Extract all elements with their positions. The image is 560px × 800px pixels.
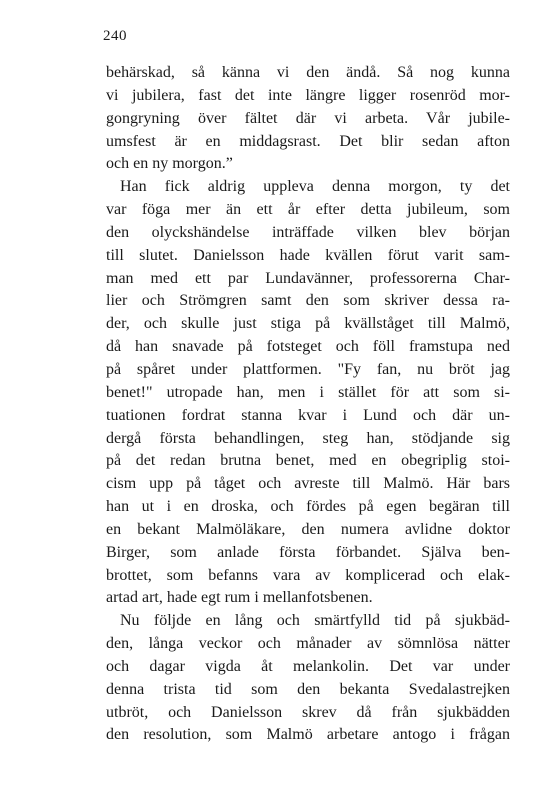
page-number: 240 [103, 28, 127, 44]
text-line: den resolution, som Malmö arbetare antogo i frågan [106, 726, 510, 744]
text-line: och dagar vigda åt melankolin. Det var under [106, 657, 510, 675]
text-line: dergå första behandlingen, steg han, stödjande sig [106, 429, 510, 447]
text-line: behärskad, så känna vi den ändå. Så nog kunna [106, 64, 510, 81]
text-line: då han snavade på fotsteget och föll framstupa ned [106, 338, 510, 356]
text-line: den, långa veckor och månader av sömnlösa nätter [106, 635, 510, 653]
text-line: på spåret under plattformen. "Fy fan, nu bröt jag [106, 360, 510, 378]
text-line: Han fick aldrig uppleva denna morgon, ty det [120, 178, 510, 196]
body-text [106, 62, 510, 747]
text-line: benet!" utropade han, men i stället för att som si- [106, 383, 510, 401]
text-line: vi jubilera, fast det inte längre ligger rosenröd mor- [106, 86, 510, 104]
text-line: Birger, som anlade första förbandet. Själva ben- [106, 543, 510, 561]
text-line: utbröt, och Danielsson skrev då från sjukbädden [106, 703, 510, 721]
text-line: brottet, som befanns vara av komplicerad och elak- [106, 566, 510, 584]
text-line: denna trista tid som den bekanta Svedalastrejken [106, 680, 510, 698]
text-line: cism upp på tåget och avreste till Malmö. Här bars [106, 475, 510, 493]
text-line: man med ett par Lundavänner, professorerna Char- [106, 269, 510, 287]
text-line: tuationen fordrat stanna kvar i Lund och där un- [106, 406, 510, 424]
text-line: Nu följde en lång och smärtfylld tid på sjukbäd- [120, 612, 510, 630]
text-line: den olyckshändelse inträffade vilken blev början [106, 223, 510, 241]
text-line: var föga mer än ett år efter detta jubileum, som [106, 201, 510, 219]
text-line: artad art, hade egt rum i mellanfotsbenen. [106, 589, 373, 607]
text-line: gongryning över fältet där vi arbeta. Vår jubile- [106, 109, 510, 127]
text-line: på det redan brutna benet, med en obegriplig stoi- [106, 452, 510, 470]
text-line: der, och skulle just stiga på kvällståget till Malmö, [106, 315, 510, 333]
text-line: en bekant Malmöläkare, den numera avlidne doktor [106, 520, 510, 538]
text-line: till slutet. Danielsson hade kvällen förut varit sam- [106, 246, 510, 264]
text-line: och en ny morgon.” [106, 155, 233, 173]
text-line: umsfest är en middagsrast. Det blir sedan afton [106, 132, 510, 150]
text-line: lier och Strömgren samt den som skriver dessa ra- [106, 292, 510, 310]
text-line: han ut i en droska, och fördes på egen begäran till [106, 498, 510, 516]
